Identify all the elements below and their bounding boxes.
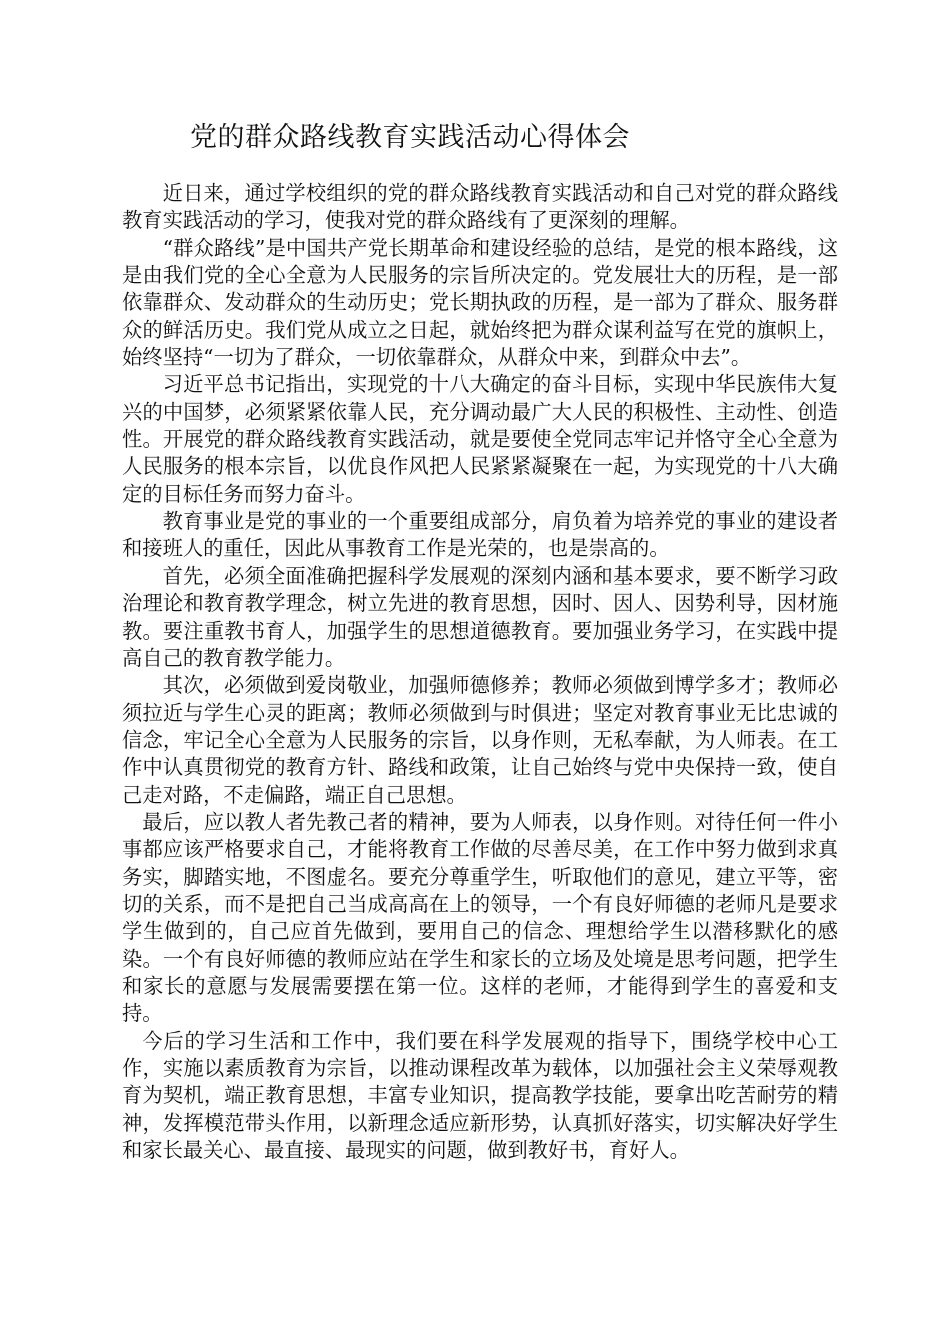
document-body bbox=[122, 180, 838, 1164]
paragraph-2: “群众路线”是中国共产党长期革命和建设经验的总结，是党的根本路线，这是由我们党的全心全意为人民服务的宗旨所决定的。党发展壮大的历程，是一部依靠群众、发动群众的生动历史；党长期执政的历程，是一部为了群众、服务群众的鲜活历史。我们党从成立之日起，就始终把为群众谋利益写在党的旗帜上，始终坚持“一切为了群众，一切依靠群众，从群众中来，到群众中去”。 bbox=[122, 235, 838, 370]
document-title: 党的群众路线教育实践活动心得体会 bbox=[190, 122, 630, 153]
paragraph-7: 最后，应以教人者先教己者的精神，要为人师表，以身作则。对待任何一件小事都应该严格要求自己，才能将教育工作做的尽善尽美，在工作中努力做到求真务实，脚踏实地，不图虚名。要充分尊重学生，听取他们的意见，建立平等，密切的关系，而不是把自己当成高高在上的领导，一个有良好师德的老师凡是要求学生做到的，自己应首先做到，要用自己的信念、理想给学生以潜移默化的感染。一个有良好师德的教师应站在学生和家长的立场及处境是思考问题，把学生和家长的意愿与发展需要摆在第一位。这样的老师，才能得到学生的喜爱和支持。 bbox=[122, 809, 838, 1026]
paragraph-3: 习近平总书记指出，实现党的十八大确定的奋斗目标，实现中华民族伟大复兴的中国梦，必须紧紧依靠人民，充分调动最广大人民的积极性、主动性、创造性。开展党的群众路线教育实践活动，就是要使全党同志牢记并恪守全心全意为人民服务的根本宗旨，以优良作风把人民紧紧凝聚在一起，为实现党的十八大确定的目标任务而努力奋斗。 bbox=[122, 372, 838, 506]
paragraph-8: 今后的学习生活和工作中，我们要在科学发展观的指导下，围绕学校中心工作，实施以素质教育为宗旨，以推动课程改革为载体，以加强社会主义荣辱观教育为契机，端正教育思想，丰富专业知识，提高教学技能，要拿出吃苦耐劳的精神，发挥模范带头作用，以新理念适应新形势，认真抓好落实，切实解决好学生和家长最关心、最直接、最现实的问题，做到教好书，育好人。 bbox=[122, 1028, 838, 1163]
paragraph-1: 近日来，通过学校组织的党的群众路线教育实践活动和自己对党的群众路线教育实践活动的学习，使我对党的群众路线有了更深刻的理解。 bbox=[122, 181, 838, 233]
paragraph-5: 首先，必须全面准确把握科学发展观的深刻内涵和基本要求，要不断学习政治理论和教育教学理念，树立先进的教育思想，因时、因人、因势利导，因材施教。要注重教书育人，加强学生的思想道德教育。要加强业务学习，在实践中提高自己的教育教学能力。 bbox=[122, 563, 838, 670]
paragraph-4: 教育事业是党的事业的一个重要组成部分，肩负着为培养党的事业的建设者和接班人的重任，因此从事教育工作是光荣的，也是崇高的。 bbox=[122, 509, 838, 561]
paragraph-6: 其次，必须做到爱岗敬业，加强师德修养；教师必须做到博学多才；教师必须拉近与学生心灵的距离；教师必须做到与时俱进；坚定对教育事业无比忠诚的信念，牢记全心全意为人民服务的宗旨，以身作则，无私奉献，为人师表。在工作中认真贯彻党的教育方针、路线和政策，让自己始终与党中央保持一致，使自己走对路，不走偏路，端正自己思想。 bbox=[122, 673, 838, 807]
